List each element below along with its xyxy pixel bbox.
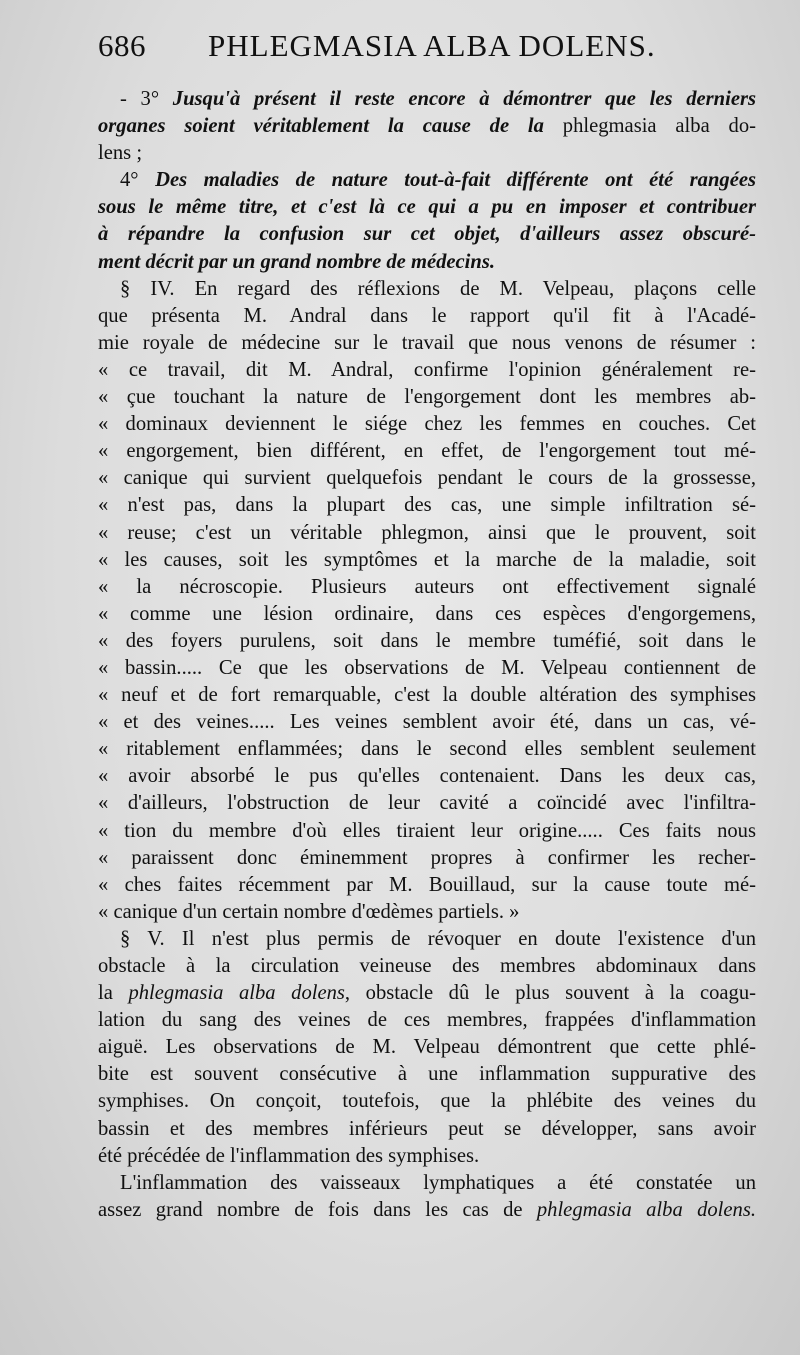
- text-span: aiguë. Les observations de M. Velpeau démontrent que cette phlé-: [98, 1036, 756, 1059]
- italic-text: ment décrit par un grand nombre de médecins.: [98, 250, 496, 273]
- italic-text: sous le même titre, et c'est là ce qui a pu en imposer et contribuer: [98, 196, 756, 219]
- text-line: [98, 899, 756, 926]
- text-line: [98, 1007, 756, 1034]
- text-line: [98, 140, 756, 167]
- text-span: § IV. En regard des réflexions de M. Velpeau, plaçons celle: [120, 277, 756, 300]
- text-span: « comme une lésion ordinaire, dans ces espèces d'engorgemens,: [98, 602, 756, 625]
- text-line: [98, 547, 756, 574]
- text-span: , obstacle dû le plus souvent à la coagu-: [344, 982, 756, 1005]
- text-span: la: [98, 982, 129, 1005]
- text-span: symphises. On conçoit, toutefois, que la phlébite des veines du: [98, 1090, 756, 1113]
- text-span: L'inflammation des vaisseaux lymphatiques a été constatée un: [120, 1171, 756, 1194]
- text-span: « paraissent donc éminemment propres à confirmer les recher-: [98, 846, 756, 869]
- text-line: [98, 628, 756, 655]
- text-line: [98, 384, 756, 411]
- text-line: [98, 926, 756, 953]
- text-line: [98, 303, 756, 330]
- text-span: « reuse; c'est un véritable phlegmon, ainsi que le prouvent, soit: [98, 521, 756, 544]
- text-line: [98, 980, 756, 1007]
- text-line: [98, 357, 756, 384]
- text-span: bite est souvent consécutive à une inflammation suppurative des: [98, 1063, 756, 1086]
- text-span: phlegmasia alba do-: [562, 115, 756, 138]
- text-span: assez grand nombre de fois dans les cas de: [98, 1198, 537, 1221]
- text-line: [98, 520, 756, 547]
- text-line: [98, 1197, 756, 1224]
- text-span: « la nécroscopie. Plusieurs auteurs ont effectivement signalé: [98, 575, 756, 598]
- text-line: [98, 1088, 756, 1115]
- text-span: « çue touchant la nature de l'engorgement dont les membres ab-: [98, 386, 756, 409]
- text-span: lation du sang des veines de ces membres, frappées d'inflammation: [98, 1009, 756, 1032]
- text-line: [98, 86, 756, 113]
- text-span: obstacle à la circulation veineuse des membres abdominaux dans: [98, 955, 756, 977]
- text-line: [98, 167, 756, 194]
- text-line: [98, 221, 756, 248]
- text-line: [98, 736, 756, 763]
- text-span: - 3°: [120, 88, 173, 110]
- text-line: [98, 276, 756, 303]
- text-span: « dominaux deviennent le siége chez les femmes en couches. Cet: [98, 413, 756, 436]
- text-line: [98, 790, 756, 817]
- italic-text: phlegmasia alba dolens.: [536, 1198, 756, 1221]
- text-span: « avoir absorbé le pus qu'elles contenaient. Dans les deux cas,: [98, 765, 756, 788]
- text-span: « engorgement, bien différent, en effet, de l'engorgement tout mé-: [98, 440, 756, 463]
- text-line: [98, 574, 756, 601]
- text-line: [98, 1170, 756, 1197]
- text-span: « neuf et de fort remarquable, c'est la double altération des symphises: [98, 684, 756, 707]
- running-title: PHLEGMASIA ALBA DOLENS.: [208, 28, 656, 63]
- text-line: [98, 818, 756, 845]
- body-text: [98, 86, 756, 1224]
- page-header: [98, 28, 756, 78]
- text-span: « ches faites récemment par M. Bouillaud, sur la cause toute mé-: [98, 873, 756, 896]
- text-line: [98, 249, 756, 276]
- text-span: « des foyers purulens, soit dans le membre tuméfié, soit dans le: [98, 629, 756, 652]
- text-line: [98, 113, 756, 140]
- text-line: [98, 763, 756, 790]
- text-line: [98, 682, 756, 709]
- text-span: « canique d'un certain nombre d'œdèmes partiels. »: [98, 900, 520, 923]
- italic-text: Jusqu'à présent il reste encore à démontrer que les derniers: [172, 88, 756, 110]
- text-span: « ce travail, dit M. Andral, confirme l'opinion généralement re-: [98, 358, 756, 381]
- text-span: « ritablement enflammées; dans le second elles semblent seulement: [98, 738, 756, 761]
- text-line: [98, 872, 756, 899]
- text-line: [98, 953, 756, 980]
- text-span: bassin et des membres inférieurs peut se développer, sans avoir: [98, 1117, 756, 1140]
- text-line: [98, 492, 756, 519]
- text-span: « d'ailleurs, l'obstruction de leur cavité a coïncidé avec l'infiltra-: [98, 792, 756, 815]
- text-span: mie royale de médecine sur le travail que nous venons de résumer :: [98, 331, 756, 354]
- text-line: [98, 845, 756, 872]
- text-line: [98, 194, 756, 221]
- text-line: [98, 438, 756, 465]
- text-line: [98, 1143, 756, 1170]
- text-line: [98, 411, 756, 438]
- text-line: [98, 465, 756, 492]
- text-span: § V. Il n'est plus permis de révoquer en doute l'existence d'un: [120, 927, 756, 950]
- text-line: [98, 330, 756, 357]
- text-span: « tion du membre d'où elles tiraient leur origine..... Ces faits nous: [98, 819, 756, 842]
- text-span: « bassin..... Ce que les observations de M. Velpeau contiennent de: [98, 656, 756, 679]
- italic-text: phlegmasia alba dolens: [128, 982, 345, 1005]
- italic-text: Des maladies de nature tout-à-fait différente ont été rangées: [155, 169, 756, 192]
- text-span: 4°: [120, 169, 156, 192]
- text-line: [98, 709, 756, 736]
- text-span: que présenta M. Andral dans le rapport qu'il fit à l'Acadé-: [98, 304, 756, 327]
- text-line: [98, 601, 756, 628]
- text-line: [98, 1034, 756, 1061]
- text-span: été précédée de l'inflammation des symphises.: [98, 1144, 480, 1167]
- italic-text: organes soient véritablement la cause de la: [98, 115, 563, 138]
- text-span: « canique qui survient quelquefois pendant le cours de la grossesse,: [98, 467, 756, 490]
- text-line: [98, 655, 756, 682]
- text-span: « les causes, soit les symptômes et la marche de la maladie, soit: [98, 548, 756, 571]
- text-span: lens ;: [98, 142, 143, 165]
- text-line: [98, 1061, 756, 1088]
- text-span: « et des veines..... Les veines semblent avoir été, dans un cas, vé-: [98, 711, 756, 734]
- text-line: [98, 1116, 756, 1143]
- page-number: 686: [98, 28, 146, 63]
- italic-text: à répandre la confusion sur cet objet, d'ailleurs assez obscuré-: [98, 223, 756, 246]
- text-span: « n'est pas, dans la plupart des cas, une simple infiltration sé-: [98, 494, 756, 517]
